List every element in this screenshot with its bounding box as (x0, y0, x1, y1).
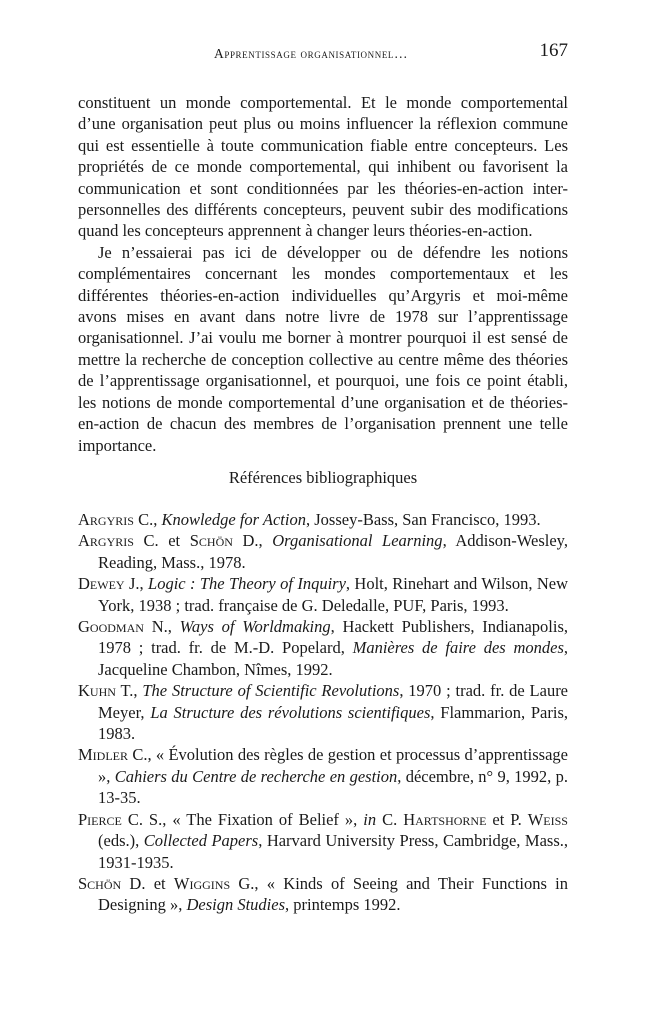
reference-entry: Schön D. et Wiggins G., « Kinds of Seeing and Their Functions in Designing », Design Studies, printemps 1992. (78, 873, 568, 915)
paragraph: constituent un monde comportemental. Et le monde comportemental d’une organisation peut plus ou moins influencer la réflexion commune qui est essentielle à toute communication fiable entre concepteurs. Les propriétés de ce monde comportemental, qui inhibent ou favorisent la communication et sont conditionnées par les théories-en-action inter-personnelles des différents concepteurs, peuvent subir des modifications quand les concepteurs apprennent à changer leurs théories-en-action. (78, 93, 568, 241)
running-head (78, 40, 568, 64)
paragraph: Je n’essaierai pas ici de développer ou de défendre les notions complémentaires concernant les mondes comportementaux et les différentes théories-en-action individuelles qu’Argyris et moi-même avons mises en avant dans notre livre de 1978 sur l’apprentissage organisationnel. J’ai voulu me borner à montrer pourquoi il est sensé de mettre la recherche de conception collective au centre même des théories de l’apprentissage organisationnel, et pourquoi, une fois ce point établi, les notions de monde comportemental d’une organisation et de théories-en-action de chacun des membres de l’organisation prennent une telle importance. (78, 242, 568, 455)
body-text (78, 92, 568, 456)
running-title: Apprentissage organisationnel… (214, 46, 409, 61)
reference-entry: Goodman N., Ways of Worldmaking, Hackett Publishers, Indianapolis, 1978 ; trad. fr. de M.-D. Popelard, Manières de faire des mondes, Jacqueline Chambon, Nîmes, 1992. (78, 617, 568, 679)
reference-entry: Midler C., « Évolution des règles de gestion et processus d’apprentissage », Cahiers du Centre de recherche en gestion, décembre, n° 9, 1992, p. 13-35. (78, 745, 568, 808)
reference-list (78, 509, 568, 916)
reference-entry: Argyris C., Knowledge for Action, Jossey-Bass, San Francisco, 1993. (78, 510, 541, 529)
page-number: 167 (539, 40, 568, 61)
reference-entry: Pierce C. S., « The Fixation of Belief », in C. Hartshorne et P. Weiss (eds.), Collected Papers, Harvard University Press, Cambridge, Mass., 1931-1935. (78, 809, 568, 872)
reference-entry: Argyris C. et Schön D., Organisational Learning, Addison-Wesley, Reading, Mass., 1978. (78, 531, 568, 572)
reference-entry: Kuhn T., The Structure of Scientific Revolutions, 1970 ; trad. fr. de Laure Meyer, La Structure des révolutions scientifiques, Flammarion, Paris, 1983. (78, 681, 569, 744)
reference-entry: Dewey J., Logic : The Theory of Inquiry, Holt, Rinehart and Wilson, New York, 1938 ; trad. française de G. Deledalle, PUF, Paris, 1993. (78, 574, 569, 615)
references-heading: Références bibliographiques (228, 468, 418, 487)
